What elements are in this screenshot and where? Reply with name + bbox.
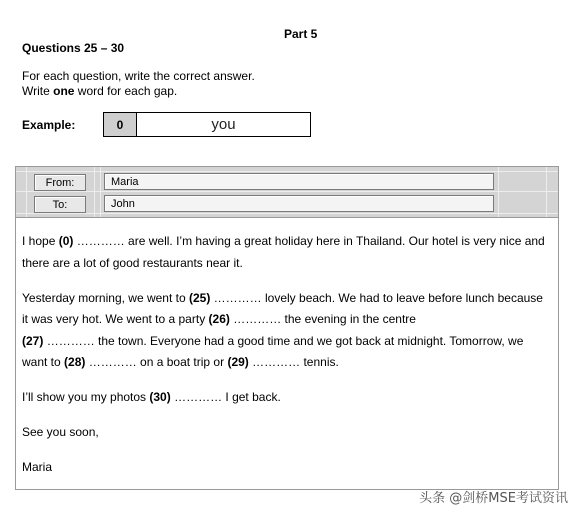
- instruction-emphasis: one: [53, 84, 75, 98]
- header-divider: [498, 167, 499, 217]
- gap-number: (0): [58, 234, 74, 248]
- header-divider: [100, 167, 101, 217]
- example-number: 0: [104, 113, 137, 136]
- gap: …………: [46, 333, 95, 348]
- gap-number: (28): [64, 355, 86, 369]
- header-divider: [94, 167, 95, 217]
- email-body: [22, 231, 552, 492]
- gap: …………: [213, 290, 262, 305]
- email-panel: [15, 166, 559, 490]
- instruction-text: Write: [22, 84, 54, 98]
- questions-title: Questions 25 – 30: [22, 41, 125, 55]
- gap: …………: [233, 312, 282, 326]
- signature: Maria: [22, 460, 53, 474]
- header-divider: [546, 167, 547, 217]
- paragraph-2: [22, 288, 552, 374]
- instructions: [22, 69, 255, 99]
- header-divider: [16, 171, 558, 172]
- closing: See you soon,: [22, 425, 99, 439]
- instruction-line-1: For each question, write the correct answer.: [22, 69, 255, 83]
- watermark: 头条 @剑桥MSE考试资讯: [419, 491, 568, 506]
- header-divider: [26, 167, 27, 217]
- gap-number: (30): [149, 390, 171, 404]
- from-label: From:: [34, 174, 86, 191]
- gap-number: (27): [22, 333, 44, 348]
- body-text: I’ll show you my photos: [22, 390, 150, 404]
- instruction-text: word for each gap.: [74, 84, 178, 98]
- gap-number: (25): [188, 290, 211, 305]
- example-box: [103, 112, 311, 137]
- email-header: [16, 167, 558, 218]
- part-title: Part 5: [284, 27, 318, 41]
- example-label: Example:: [22, 118, 76, 132]
- instruction-line-2: [22, 84, 255, 99]
- paragraph-1: [22, 231, 552, 274]
- gap: …………: [88, 355, 137, 369]
- paragraph-3: [22, 387, 552, 409]
- header-divider: [16, 191, 558, 192]
- gap: …………: [174, 390, 223, 404]
- body-text: the evening in the centre: [281, 312, 416, 326]
- body-text: the town. Everyone had a good time and we got back at midnight. Tomorrow, we want to: [22, 333, 524, 369]
- body-text: on a boat trip or: [136, 355, 228, 369]
- header-divider: [16, 213, 558, 214]
- gap: …………: [252, 355, 301, 369]
- body-text: are well. I’m having a great holiday here in Thailand. Our hotel is very nice and there are a lot of good restaurants near it.: [22, 234, 545, 270]
- to-label: To:: [34, 196, 86, 213]
- from-field: Maria: [104, 173, 494, 190]
- gap-number: (26): [208, 312, 230, 326]
- body-text: I hope: [22, 234, 59, 248]
- gap-number: (29): [227, 355, 249, 369]
- body-text: tennis.: [300, 355, 339, 369]
- body-text: lovely beach. We had to leave before lunch because it was very hot. We went to a party: [22, 290, 543, 326]
- body-text: I get back.: [222, 390, 281, 404]
- gap: …………: [76, 234, 125, 248]
- body-text: Yesterday morning, we went to: [22, 290, 189, 305]
- to-field: John: [104, 195, 494, 212]
- example-answer: you: [211, 116, 236, 133]
